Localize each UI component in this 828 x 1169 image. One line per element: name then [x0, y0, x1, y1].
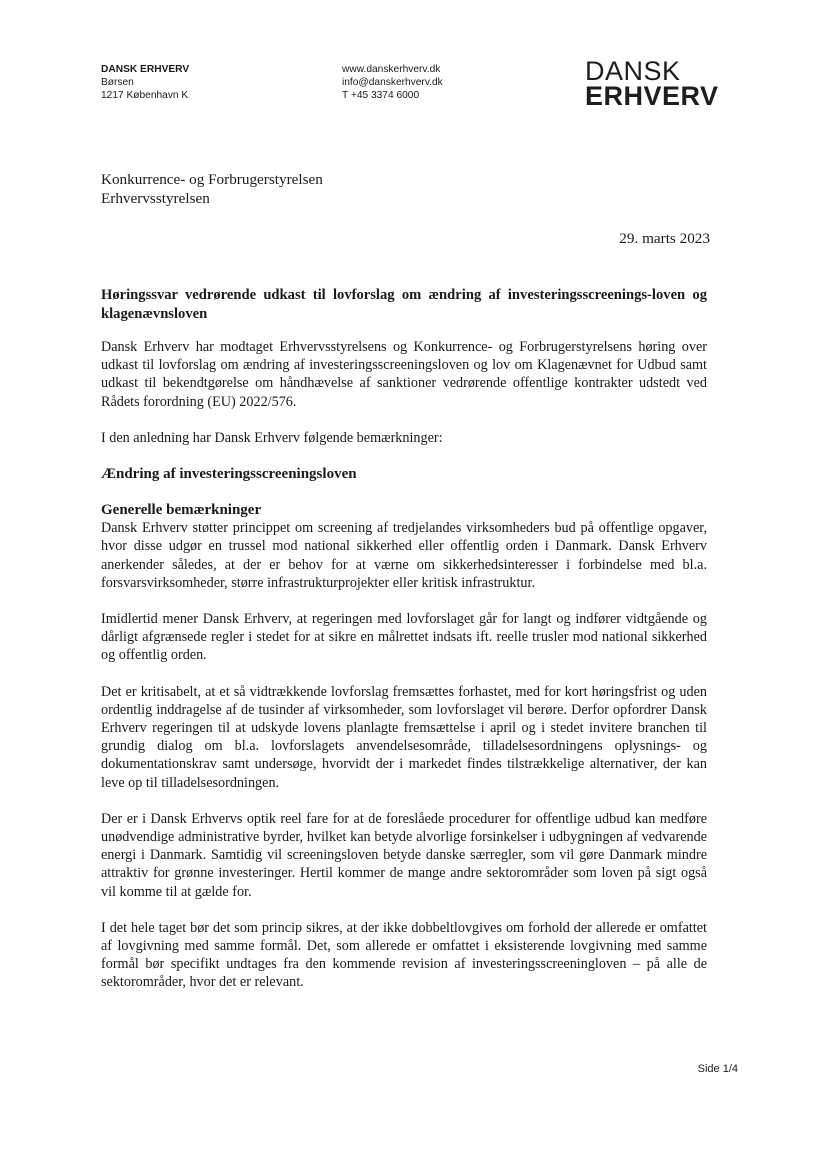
- body-paragraph: I det hele taget bør det som princip sikres, at der ikke dobbeltlovgives om forhold der allerede er omfattet af lovgivning med samme formål. Det, som allerede er omfattet i eksisterende lovgivning med samme formål bør specifikt undtages fra den kommende revision af investeringsscreeningloven – på alle de sektorområder, hvor det er relevant.: [101, 919, 707, 991]
- letter-date: 29. marts 2023: [619, 230, 710, 247]
- phone-number: T +45 3374 6000: [342, 90, 420, 101]
- email-link[interactable]: info@danskerhverv.dk: [342, 77, 443, 88]
- recipient-2: Erhvervsstyrelsen: [101, 190, 210, 207]
- logo-line-2: ERHVERV: [585, 81, 719, 111]
- sender-address-line-1: Børsen: [101, 77, 134, 88]
- intro-paragraph: Dansk Erhverv har modtaget Erhvervsstyrelsens og Konkurrence- og Forbrugerstyrelsens høring over udkast til lovforslag om ændring af investeringsscreeningsloven og lov om Klagenævnet for Udbud samt udkast til bekendtgørelse om håndhævelse af sanktioner vedrørende offentlige kontrakter udstedt ved Rådets forordning (EU) 2022/576.: [101, 339, 707, 410]
- logo-line-1: DANSK: [585, 56, 681, 86]
- website-link[interactable]: www.danskerhverv.dk: [342, 64, 441, 75]
- letter-body: [101, 286, 707, 992]
- contact-block: [342, 63, 443, 102]
- subsection-heading: Generelle bemærkninger: [101, 502, 262, 519]
- letter-title: Høringssvar vedrørende udkast til lovforslag om ændring af investeringsscreenings-loven og klagenævnsloven: [101, 287, 707, 322]
- body-paragraph: Der er i Dansk Erhvervs optik reel fare for at de foreslåede procedurer for offentlige udbud kan medføre unødvendige administrative byrder, hvilket kan betyde alvorlige forsinkelser i udbygningen af vedvarende energi i Danmark. Samtidig vil screeningsloven betyde danske særregler, som vil gøre Danmark mindre attraktiv for grønne investeringer. Hertil kommer de mange andre sektorområder som loven på sigt også vil komme til at gælde for.: [101, 810, 707, 900]
- body-paragraph: Imidlertid mener Dansk Erhverv, at regeringen med lovforslaget går for langt og indfører vidtgående og dårligt afgrænsede regler i stedet for at sikre en målrettet indsats ift. reelle trusler mod national sikkerhed og offentlig orden.: [101, 611, 707, 664]
- section-heading: Ændring af investeringsscreeningsloven: [101, 466, 357, 483]
- body-paragraph: Det er kritisabelt, at et så vidtrækkende lovforslag fremsættes forhastet, med for kort høringsfrist og uden ordentlig inddragelse af de tusinder af virksomheder, som lovforslaget vil berøre. Derfor opfordrer Dansk Erhverv regeringen til at udskyde lovens planlagte fremsættelse i april og i stedet invitere branchen til grundig dialog om bl.a. lovforslagets anvendelsesområde, tilladelsesordningens oplysnings- og dokumentationskrav samt undersøge, hvorvidt der i markedet findes tilstrækkelige alternativer, der kan leve op til tilladelsesordningen.: [101, 683, 707, 791]
- recipient-1: Konkurrence- og Forbrugerstyrelsen: [101, 171, 323, 188]
- dansk-erhverv-logo: [585, 58, 719, 110]
- body-paragraph: Dansk Erhverv støtter princippet om screening af tredjelandes virksomheders bud på offentlige opgaver, hvor disse udgør en trussel mod national sikkerhed eller offentlig orden i Danmark. Dansk Erhverv anerkender således, at der er behov for at værne om sikkerhedsinteresser i forbindelse med bl.a. forsvarsvirksomheder, større infrastrukturprojekter eller kritisk infrastruktur.: [101, 520, 707, 591]
- sender-block: [101, 63, 189, 102]
- sender-address-line-2: 1217 København K: [101, 90, 189, 101]
- page-number: Side 1/4: [697, 1063, 738, 1075]
- sender-org: DANSK ERHVERV: [101, 64, 190, 75]
- recipient-block: [101, 170, 323, 208]
- lead-sentence: I den anledning har Dansk Erhverv følgende bemærkninger:: [101, 429, 443, 446]
